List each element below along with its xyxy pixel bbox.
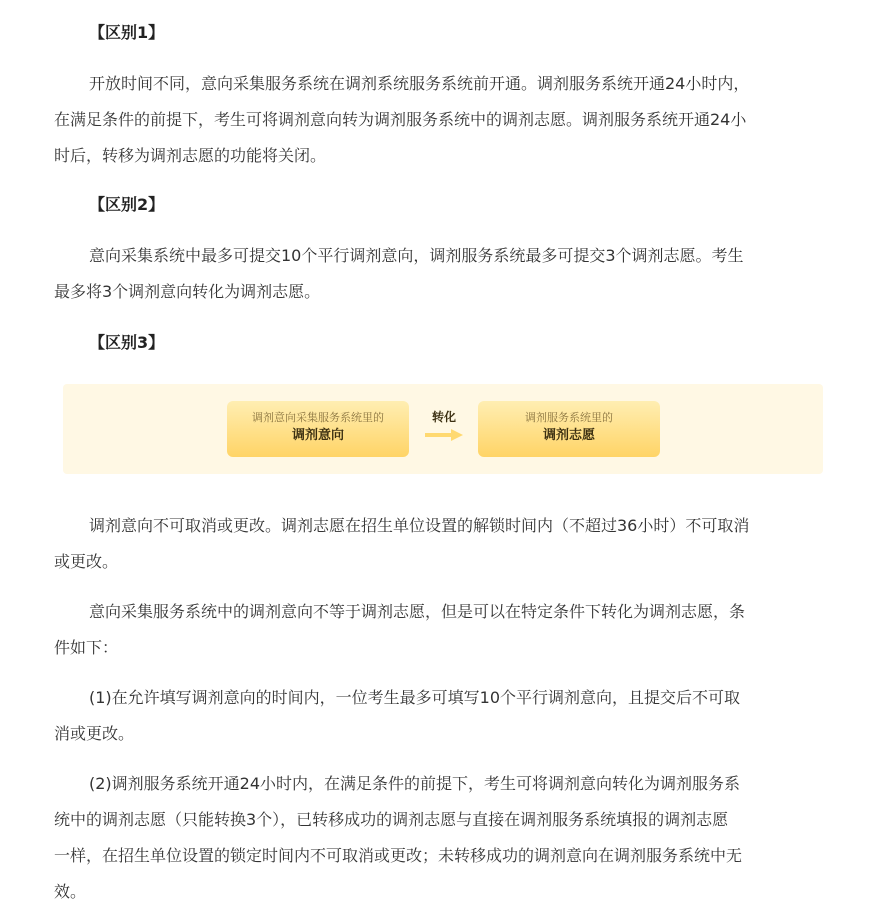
paragraph-line: 最多将3个调剂意向转化为调剂志愿。 (54, 282, 321, 301)
preference-box-subtitle: 调剂服务系统里的 (525, 411, 613, 424)
conversion-flow-panel (63, 384, 823, 474)
convert-label: 转化 (431, 410, 456, 424)
paragraph-after-flow-1 (54, 508, 838, 580)
intention-box-subtitle: 调剂意向采集服务系统里的 (252, 411, 384, 424)
paragraph-line: 一样，在招生单位设置的锁定时间内不可取消或更改；未转移成功的调剂意向在调剂服务系统中无 (54, 846, 743, 865)
right-arrow-icon (425, 429, 463, 441)
section-heading-1: 【区别1】 (89, 23, 165, 42)
paragraph-condition-2 (54, 766, 838, 910)
section-heading-3: 【区别3】 (89, 333, 165, 352)
paragraph-line: 统中的调剂志愿（只能转换3个），已转移成功的调剂志愿与直接在调剂服务系统填报的调剂志愿 (54, 810, 729, 829)
paragraph-condition-1 (54, 680, 838, 752)
preference-box (478, 401, 660, 457)
section-paragraph-2 (54, 238, 838, 310)
paragraph-line: 开放时间不同，意向采集服务系统在调剂系统服务系统前开通。调剂服务系统开通24小时内， (89, 74, 750, 93)
paragraph-after-flow-2 (54, 594, 838, 666)
paragraph-line: 件如下： (54, 638, 119, 657)
paragraph-line: 在满足条件的前提下，考生可将调剂意向转为调剂服务系统中的调剂志愿。调剂服务系统开通24小 (54, 110, 747, 129)
intention-box (227, 401, 409, 457)
paragraph-line: 意向采集系统中最多可提交10个平行调剂意向，调剂服务系统最多可提交3个调剂志愿。考生 (89, 246, 744, 265)
paragraph-line: 消或更改。 (54, 724, 135, 743)
paragraph-line: 时后，转移为调剂志愿的功能将关闭。 (54, 146, 327, 165)
paragraph-line: (2)调剂服务系统开通24小时内，在满足条件的前提下，考生可将调剂意向转化为调剂服务系 (89, 774, 741, 793)
section-heading-2: 【区别2】 (89, 195, 165, 214)
paragraph-line: 意向采集服务系统中的调剂意向不等于调剂志愿，但是可以在特定条件下转化为调剂志愿，条 (89, 602, 746, 621)
intention-box-title: 调剂意向 (291, 428, 344, 443)
section-paragraph-1 (54, 66, 838, 174)
paragraph-line: 调剂意向不可取消或更改。调剂志愿在招生单位设置的解锁时间内（不超过36小时）不可取消 (89, 516, 750, 535)
preference-box-title: 调剂志愿 (542, 428, 595, 443)
paragraph-line: 效。 (54, 882, 87, 901)
paragraph-line: (1)在允许填写调剂意向的时间内，一位考生最多可填写10个平行调剂意向，且提交后不可取 (89, 688, 741, 707)
paragraph-line: 或更改。 (54, 552, 119, 571)
